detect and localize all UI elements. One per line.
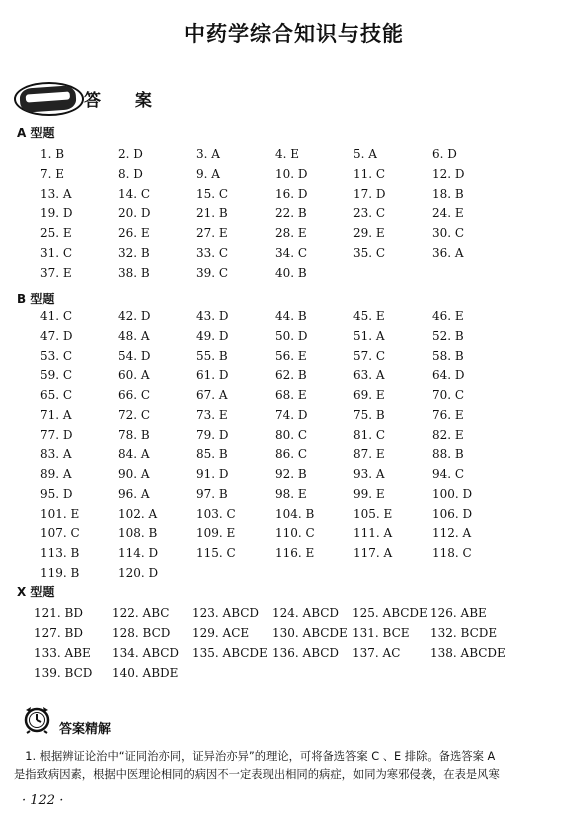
answer-row [0, 447, 588, 467]
answer-item: 24. E [432, 206, 464, 221]
answer-grid [0, 147, 588, 285]
answer-row [0, 309, 588, 329]
answer-row [0, 428, 588, 448]
answer-row [0, 388, 588, 408]
answer-item: 3. A [196, 147, 220, 161]
answer-item: 110. C [275, 526, 315, 541]
answer-item: 83. A [40, 447, 72, 462]
answer-item: 98. E [275, 486, 307, 501]
answer-item: 23. C [353, 206, 386, 221]
answer-item: 115. C [196, 546, 236, 560]
answer-row [0, 666, 588, 686]
answer-item: 94. C [432, 467, 465, 481]
answer-item: 137. AC [352, 646, 401, 660]
answer-item: 40. B [275, 265, 307, 280]
answer-item: 51. A [353, 328, 385, 343]
answers-header [20, 84, 220, 116]
answer-item: 125. ABCDE [352, 606, 428, 620]
answer-item: 56. E [275, 348, 307, 363]
answer-item: 31. C [40, 245, 73, 260]
answer-item: 15. C [196, 186, 229, 201]
answer-item: 117. A [353, 546, 393, 560]
answer-item: 63. A [353, 368, 385, 383]
answer-item: 113. B [40, 546, 80, 560]
answer-item: 9. A [196, 166, 220, 181]
answer-item: 29. E [353, 226, 385, 240]
answer-item: 134. ABCD [112, 646, 180, 660]
answer-row [0, 546, 588, 566]
answer-row [0, 187, 588, 207]
answer-item: 85. B [196, 447, 228, 462]
answer-item: 28. E [275, 226, 307, 240]
page-title: 中药学综合知识与技能 [184, 21, 404, 46]
answer-item: 66. C [118, 388, 151, 402]
answer-row [0, 467, 588, 487]
answer-item: 7. E [40, 166, 65, 181]
answer-item: 135. ABCDE [192, 646, 268, 660]
answer-item: 76. E [432, 407, 464, 422]
answer-item: 45. E [353, 309, 385, 323]
answer-item: 109. E [196, 526, 236, 541]
answer-row [0, 167, 588, 187]
answer-item: 71. A [40, 407, 72, 422]
answer-item: 17. D [353, 186, 386, 201]
answer-item: 130. ABCDE [272, 626, 348, 640]
answer-item: 140. ABDE [112, 666, 179, 680]
answer-item: 26. E [118, 226, 150, 240]
answer-item: 21. B [196, 206, 228, 221]
answer-item: 64. D [432, 368, 465, 383]
answer-item: 73. E [196, 407, 228, 422]
answer-item: 50. D [275, 328, 308, 343]
answer-item: 22. B [275, 206, 307, 221]
answer-item: 133. ABE [34, 646, 91, 660]
answer-item: 92. B [275, 467, 307, 481]
answer-item: 41. C [40, 309, 73, 323]
answer-item: 99. E [353, 486, 385, 501]
answer-item: 36. A [432, 245, 464, 260]
answer-row [0, 226, 588, 246]
answer-item: 129. ACE [192, 626, 250, 640]
answer-row [0, 266, 588, 286]
answer-item: 1. B [40, 147, 65, 161]
answer-item: 132. BCDE [430, 626, 498, 640]
answer-row [0, 147, 588, 167]
answer-item: 44. B [275, 309, 307, 323]
answer-item: 97. B [196, 486, 228, 501]
answer-item: 121. BD [34, 606, 83, 620]
answer-item: 35. C [353, 245, 386, 260]
answer-row [0, 487, 588, 507]
answer-row [0, 368, 588, 388]
answer-item: 20. D [118, 206, 151, 221]
answer-item: 78. B [118, 427, 150, 442]
answer-item: 39. C [196, 265, 229, 280]
answer-item: 34. C [275, 245, 308, 260]
answer-item: 68. E [275, 388, 307, 402]
answer-item: 5. A [353, 147, 377, 161]
analysis-text [14, 748, 580, 784]
answer-item: 116. E [275, 546, 315, 560]
answer-item: 13. A [40, 186, 72, 201]
answer-item: 128. BCD [112, 626, 171, 640]
answer-item: 67. A [196, 388, 228, 402]
answer-item: 47. D [40, 328, 73, 343]
answer-item: 114. D [118, 546, 159, 560]
clock-icon [22, 704, 52, 734]
answer-item: 75. B [353, 407, 385, 422]
page-number: · 122 · [22, 793, 64, 808]
answer-item: 118. C [432, 546, 472, 560]
answer-item: 102. A [118, 506, 158, 521]
answer-item: 100. D [432, 486, 473, 501]
answer-row [0, 206, 588, 226]
answer-item: 95. D [40, 486, 73, 501]
answer-item: 42. D [118, 309, 151, 323]
answer-item: 88. B [432, 447, 464, 462]
answer-item: 69. E [353, 388, 385, 402]
answer-item: 72. C [118, 407, 151, 422]
answer-item: 87. E [353, 447, 385, 462]
answer-row [0, 526, 588, 546]
answer-row [0, 507, 588, 527]
answer-item: 55. B [196, 348, 228, 363]
answer-item: 112. A [432, 526, 472, 541]
answer-item: 123. ABCD [192, 606, 260, 620]
answer-item: 86. C [275, 447, 308, 462]
answer-item: 49. D [196, 328, 229, 343]
answer-item: 80. C [275, 427, 308, 442]
answer-item: 84. A [118, 447, 150, 462]
answer-item: 19. D [40, 206, 73, 221]
analysis-line: 1. 根据辨证论治中“证同治亦同，证异治亦异”的理论，可将备选答案 C 、E 排除。备选答案 A [14, 750, 496, 763]
analysis-title: 答案精解 [59, 722, 112, 737]
answer-item: 27. E [196, 226, 228, 240]
answer-item: 106. D [432, 506, 473, 521]
answer-item: 136. ABCD [272, 646, 340, 660]
answer-item: 77. D [40, 427, 73, 442]
answer-item: 53. C [40, 348, 73, 363]
answer-item: 11. C [353, 166, 386, 181]
section-label: A 型题 [17, 126, 55, 140]
answers-badge-icon [19, 85, 77, 113]
section-label: X 型题 [17, 585, 55, 599]
answer-item: 111. A [353, 526, 393, 541]
answer-row [0, 329, 588, 349]
answer-item: 79. D [196, 427, 229, 442]
answer-item: 14. C [118, 186, 151, 201]
answer-item: 74. D [275, 407, 308, 422]
answer-item: 89. A [40, 467, 72, 481]
answer-item: 48. A [118, 328, 150, 343]
answer-item: 126. ABE [430, 606, 487, 620]
answer-item: 139. BCD [34, 666, 93, 680]
answer-row [0, 246, 588, 266]
answer-item: 127. BD [34, 626, 83, 640]
answer-item: 120. D [118, 565, 159, 580]
answer-item: 82. E [432, 427, 464, 442]
answer-item: 104. B [275, 506, 315, 521]
answer-row [0, 606, 588, 626]
answer-item: 81. C [353, 427, 386, 442]
answer-item: 25. E [40, 226, 72, 240]
answer-item: 58. B [432, 348, 464, 363]
answer-item: 2. D [118, 147, 143, 161]
answer-item: 119. B [40, 565, 80, 580]
answer-item: 30. C [432, 226, 465, 240]
answer-item: 101. E [40, 506, 80, 521]
answer-item: 61. D [196, 368, 229, 383]
answer-item: 37. E [40, 265, 72, 280]
answer-item: 131. BCE [352, 626, 410, 640]
answer-item: 43. D [196, 309, 229, 323]
answer-item: 60. A [118, 368, 150, 383]
answer-row [0, 646, 588, 666]
answer-item: 90. A [118, 467, 150, 481]
answer-item: 33. C [196, 245, 229, 260]
answer-item: 93. A [353, 467, 385, 481]
answer-row [0, 626, 588, 646]
answer-item: 46. E [432, 309, 464, 323]
answer-item: 10. D [275, 166, 308, 181]
answer-item: 107. C [40, 526, 80, 541]
answer-item: 108. B [118, 526, 158, 541]
answer-item: 54. D [118, 348, 151, 363]
answer-item: 62. B [275, 368, 307, 383]
answer-row [0, 408, 588, 428]
analysis-line: 是指致病因素，根据中医理论相同的病因不一定表现出相同的病症，如同为寒邪侵袭，在表是风寒 [14, 768, 500, 781]
answer-item: 122. ABC [112, 606, 170, 620]
answer-item: 138. ABCDE [430, 646, 506, 660]
answer-item: 70. C [432, 388, 465, 402]
analysis-header [22, 700, 222, 740]
answer-item: 103. C [196, 506, 236, 521]
answer-row [0, 349, 588, 369]
answer-item: 32. B [118, 245, 150, 260]
answer-item: 12. D [432, 166, 465, 181]
answer-item: 6. D [432, 147, 457, 161]
answer-item: 18. B [432, 186, 464, 201]
answer-item: 105. E [353, 506, 393, 521]
answer-item: 59. C [40, 368, 73, 383]
answer-item: 8. D [118, 166, 143, 181]
answer-row [0, 566, 588, 586]
answer-item: 96. A [118, 486, 150, 501]
answer-grid [0, 606, 588, 686]
answer-item: 57. C [353, 348, 386, 363]
answer-item: 91. D [196, 467, 229, 481]
answer-item: 124. ABCD [272, 606, 340, 620]
answer-grid [0, 309, 588, 586]
answers-title: 答 案 [84, 91, 166, 111]
answer-item: 38. B [118, 265, 150, 280]
answer-item: 16. D [275, 186, 308, 201]
answer-item: 65. C [40, 388, 73, 402]
answer-item: 52. B [432, 328, 464, 343]
answer-item: 4. E [275, 147, 300, 161]
section-label: B 型题 [17, 292, 55, 306]
